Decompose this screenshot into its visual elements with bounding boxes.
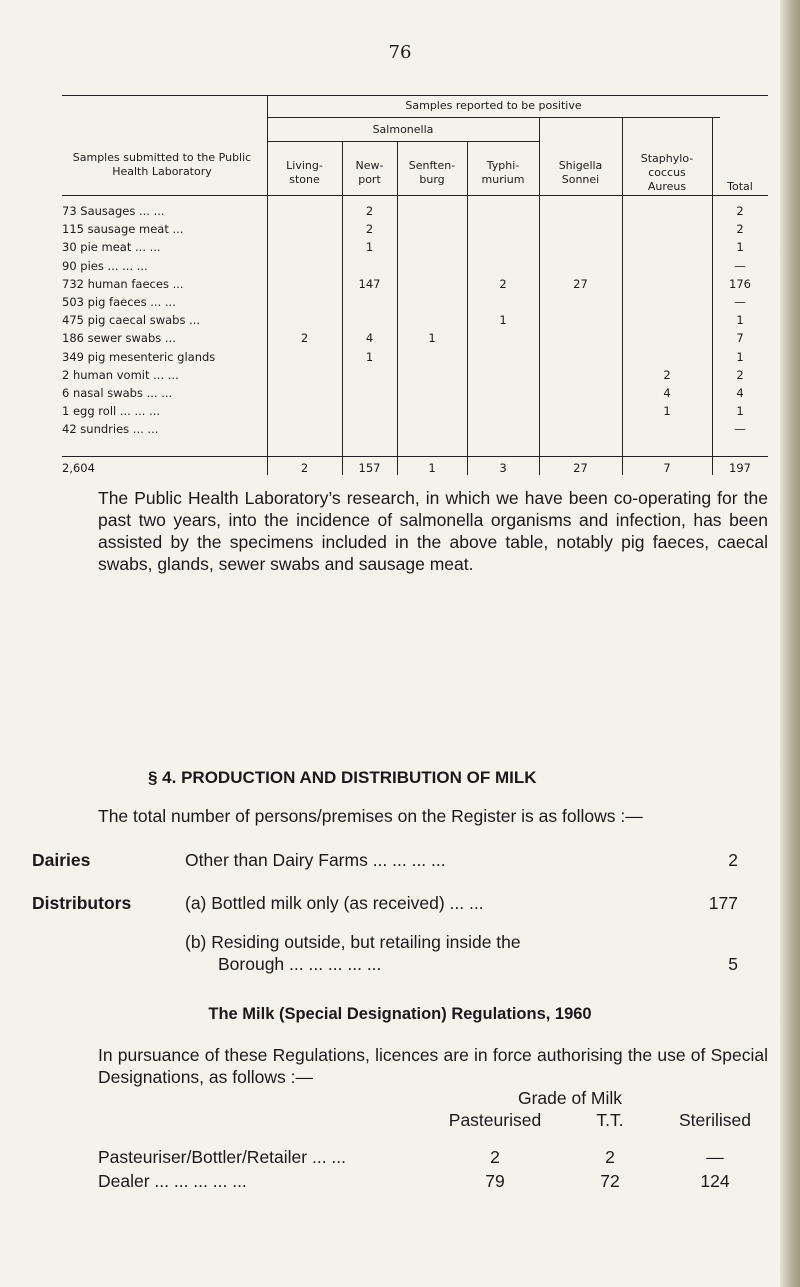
- page-edge: [780, 0, 800, 1287]
- table-cell-typhi: 1: [499, 313, 507, 328]
- distributors-a-text: (a) Bottled milk only (as received) ... ...: [185, 893, 484, 913]
- section-heading: § 4. PRODUCTION AND DISTRIBUTION OF MILK: [148, 768, 537, 787]
- table-cell-total: 1: [736, 240, 744, 255]
- table-row-label: 90 pies ... ... ...: [62, 258, 148, 273]
- shigella-header: Shigella Sonnei: [558, 159, 603, 186]
- group-header: Samples reported to be positive: [405, 99, 582, 112]
- table-cell-total: —: [734, 422, 746, 437]
- table-cell-total: 197: [729, 461, 751, 475]
- living-header: Living- stone: [286, 159, 323, 186]
- licence-value: 2: [490, 1147, 500, 1167]
- table-cell-newport: 157: [358, 461, 381, 475]
- table-cell-typhi: 2: [499, 276, 507, 291]
- table-row-label: 115 sausage meat ...: [62, 222, 184, 237]
- distributors-b-line1: (b) Residing outside, but retailing inside the: [185, 932, 521, 952]
- table-row-label: 349 pig mesenteric glands: [62, 349, 216, 364]
- totals-rule: [62, 456, 768, 457]
- col-rule: [397, 141, 398, 475]
- table-row-label: 42 sundries ... ...: [62, 422, 159, 437]
- table-row-label: 1 egg roll ... ... ...: [62, 404, 161, 419]
- table-cell-total: —: [734, 295, 746, 309]
- table-cell-total: 2: [736, 367, 744, 382]
- table-cell-total: 1: [736, 349, 744, 364]
- paragraph-licences: In pursuance of these Regulations, licences are in force authorising the use of Special Designations, as follows :—: [98, 1045, 768, 1087]
- dairies-label: Dairies: [32, 850, 91, 870]
- dairies-text: Other than Dairy Farms ... ... ... ...: [185, 850, 446, 870]
- table-row-label: 73 Sausages ... ...: [62, 204, 165, 218]
- col-rule: [267, 95, 268, 475]
- table-cell-living: 2: [300, 461, 309, 475]
- licence-value: —: [706, 1147, 724, 1167]
- senftenburg-header: Senften- burg: [408, 159, 456, 186]
- table-cell-staph: 2: [663, 367, 671, 382]
- distributors-b-line2: Borough ... ... ... ... ...: [218, 954, 382, 974]
- table-cell-senft: 1: [428, 331, 436, 346]
- table-cell-living: 2: [300, 331, 309, 346]
- table-cell-newport: 1: [365, 240, 374, 255]
- table-cell-total: 2: [736, 222, 744, 237]
- licence-value: 2: [605, 1147, 615, 1167]
- licence-value: 72: [600, 1171, 620, 1191]
- grade-col-sterilised: Sterilised: [679, 1110, 751, 1130]
- table-row-label: 186 sewer swabs ...: [62, 331, 176, 346]
- distributors-a-value: 177: [708, 893, 738, 913]
- salmonella-header: Salmonella: [372, 123, 434, 136]
- table-row-label-totals: 2,604: [62, 461, 95, 475]
- grade-col-pasteurised: Pasteurised: [448, 1110, 542, 1130]
- table-cell-total: 1: [736, 313, 744, 328]
- dairies-value: 2: [728, 850, 738, 870]
- table-cell-staph: 7: [663, 461, 671, 475]
- newport-header: New- port: [355, 159, 384, 186]
- samples-header: Samples submitted to the Public Health Laboratory: [72, 151, 252, 178]
- page-number: 76: [388, 42, 412, 63]
- table-cell-senft: 1: [428, 461, 436, 475]
- licence-row-label: Pasteuriser/Bottler/Retailer ... ...: [98, 1147, 347, 1167]
- table-row-label: 30 pie meat ... ...: [62, 240, 161, 255]
- table-cell-total: 7: [736, 331, 744, 346]
- table-cell-typhi: 3: [499, 461, 507, 475]
- grade-header: Grade of Milk: [517, 1088, 623, 1108]
- distributors-label: Distributors: [32, 893, 132, 913]
- salmonella-header-rule: [267, 141, 539, 142]
- table-cell-newport: 147: [358, 276, 381, 291]
- group-header-rule: [267, 117, 720, 118]
- table-cell-newport: 2: [365, 204, 374, 218]
- col-rule: [342, 141, 343, 475]
- table-row-label: 2 human vomit ... ...: [62, 367, 179, 382]
- table-cell-newport: 1: [365, 349, 374, 364]
- col-rule: [467, 141, 468, 475]
- table-top-rule: [62, 95, 768, 96]
- licence-value: 124: [700, 1171, 730, 1191]
- total-header: Total: [727, 180, 753, 193]
- table-row-label: 6 nasal swabs ... ...: [62, 386, 173, 400]
- table-cell-total: 2: [736, 204, 744, 218]
- staphylococcus-header: Staphylo- coccus Aureus: [640, 152, 694, 193]
- table-row-label: 475 pig caecal swabs ...: [62, 313, 201, 328]
- table-cell-total: —: [734, 258, 746, 273]
- table-row-label: 732 human faeces ...: [62, 276, 184, 291]
- licence-value: 79: [485, 1171, 505, 1191]
- table-cell-total: 176: [729, 276, 751, 291]
- table-cell-total: 4: [736, 386, 744, 400]
- table-row-label: 503 pig faeces ... ...: [62, 295, 176, 309]
- header-bottom-rule: [62, 195, 768, 196]
- register-intro: The total number of persons/premises on the Register is as follows :—: [98, 806, 643, 826]
- table-cell-shigella: 27: [573, 461, 588, 475]
- licence-row-label: Dealer ... ... ... ... ...: [98, 1171, 247, 1191]
- distributors-b-value: 5: [728, 954, 738, 974]
- regulations-title: The Milk (Special Designation) Regulations, 1960: [208, 1005, 592, 1023]
- grade-col-tt: T.T.: [596, 1110, 624, 1130]
- table-cell-total: 1: [736, 404, 744, 419]
- table-cell-newport: 2: [365, 222, 374, 237]
- table-cell-staph: 1: [663, 404, 671, 419]
- table-cell-shigella: 27: [573, 276, 588, 291]
- typhimurium-header: Typhi- murium: [481, 159, 525, 186]
- table-cell-newport: 4: [365, 331, 374, 346]
- paragraph-research: The Public Health Laboratory’s research, in which we have been co-operating for the past two years, into the incidence of salmonella organisms and infection, has been assisted by the specimens included in the above table, notably pig faeces, caecal swabs, glands, sewer swabs and sausage meat.: [98, 488, 768, 574]
- table-cell-staph: 4: [663, 386, 671, 400]
